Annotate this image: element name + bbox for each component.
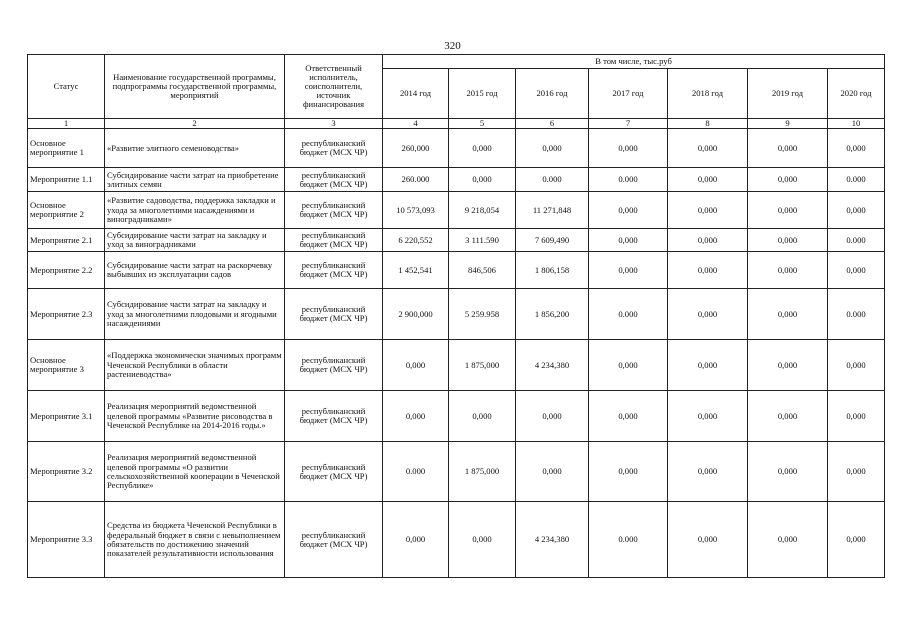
row-value: 0.000 <box>589 168 668 192</box>
table-row <box>28 289 885 340</box>
row-value: 0,000 <box>668 168 748 192</box>
column-number: 2 <box>105 119 285 129</box>
row-value: 0,000 <box>748 502 828 578</box>
column-number-row <box>28 119 885 129</box>
column-number: 3 <box>285 119 383 129</box>
row-value: 0,000 <box>668 192 748 229</box>
header-row-1 <box>28 55 885 69</box>
row-name: Средства из бюджета Чеченской Республики в федеральный бюджет в связи с невыполнением обязательств по достижению значений показателей результативности использования <box>105 502 285 578</box>
row-value: 0,000 <box>383 340 449 391</box>
row-value: 0.000 <box>383 442 449 502</box>
row-value: 0,000 <box>449 502 516 578</box>
row-value: 0,000 <box>449 168 516 192</box>
row-value: 1 856,200 <box>516 289 589 340</box>
row-value: 0,000 <box>668 289 748 340</box>
row-name: Субсидирование части затрат на закладку и уход за виноградниками <box>105 229 285 252</box>
header-year-2017: 2017 год <box>589 69 668 119</box>
row-value: 4 234,380 <box>516 502 589 578</box>
row-status: Основное мероприятие 1 <box>28 129 105 168</box>
row-value: 3 111.590 <box>449 229 516 252</box>
row-value: 0,000 <box>516 442 589 502</box>
page-number: 320 <box>444 40 461 52</box>
row-name: Субсидирование части затрат на приобретение элитных семян <box>105 168 285 192</box>
table-row <box>28 192 885 229</box>
row-source: республиканский бюджет (МСХ ЧР) <box>285 192 383 229</box>
row-value: 1 875,000 <box>449 442 516 502</box>
row-value: 10 573,093 <box>383 192 449 229</box>
row-name: Субсидирование части затрат на раскорчевку выбывших из эксплуатации садов <box>105 252 285 289</box>
row-value: 0,000 <box>828 129 885 168</box>
row-value: 0,000 <box>828 442 885 502</box>
row-value: 0,000 <box>383 502 449 578</box>
table-row <box>28 391 885 442</box>
row-value: 0,000 <box>748 442 828 502</box>
row-source: республиканский бюджет (МСХ ЧР) <box>285 391 383 442</box>
row-status: Мероприятие 3.2 <box>28 442 105 502</box>
table-row <box>28 502 885 578</box>
row-value: 0,000 <box>589 252 668 289</box>
row-name: «Поддержка экономически значимых программ Чеченской Республики в области растениеводства» <box>105 340 285 391</box>
row-value: 11 271,848 <box>516 192 589 229</box>
row-name: «Развитие элитного семеноводства» <box>105 129 285 168</box>
row-value: 0,000 <box>828 502 885 578</box>
column-number: 10 <box>828 119 885 129</box>
row-value: 0,000 <box>748 391 828 442</box>
table-row <box>28 442 885 502</box>
row-value: 0,000 <box>589 229 668 252</box>
row-value: 6 220,552 <box>383 229 449 252</box>
header-year-2014: 2014 год <box>383 69 449 119</box>
header-year-2018: 2018 год <box>668 69 748 119</box>
table-row <box>28 340 885 391</box>
column-number: 4 <box>383 119 449 129</box>
column-number: 7 <box>589 119 668 129</box>
row-value: 0,000 <box>748 168 828 192</box>
row-value: 0,000 <box>383 391 449 442</box>
row-value: 0.000 <box>828 168 885 192</box>
header-responsible: Ответственный исполнитель, соисполнители, источник финансирования <box>285 55 383 119</box>
row-value: 0,000 <box>748 252 828 289</box>
row-value: 0,000 <box>748 129 828 168</box>
row-value: 1 806,158 <box>516 252 589 289</box>
row-value: 0.000 <box>516 168 589 192</box>
row-value: 0,000 <box>516 391 589 442</box>
row-value: 0,000 <box>748 192 828 229</box>
table-row <box>28 252 885 289</box>
row-value: 0,000 <box>748 289 828 340</box>
row-value: 260.000 <box>383 168 449 192</box>
row-value: 0,000 <box>516 129 589 168</box>
row-source: республиканский бюджет (МСХ ЧР) <box>285 252 383 289</box>
row-status: Мероприятие 2.1 <box>28 229 105 252</box>
column-number: 5 <box>449 119 516 129</box>
row-value: 2 900,000 <box>383 289 449 340</box>
header-year-2016: 2016 год <box>516 69 589 119</box>
row-value: 5 259.958 <box>449 289 516 340</box>
row-source: республиканский бюджет (МСХ ЧР) <box>285 340 383 391</box>
row-source: республиканский бюджет (МСХ ЧР) <box>285 168 383 192</box>
row-value: 0,000 <box>449 129 516 168</box>
row-value: 260,000 <box>383 129 449 168</box>
row-status: Мероприятие 2.3 <box>28 289 105 340</box>
header-status: Статус <box>28 55 105 119</box>
row-value: 0.000 <box>589 289 668 340</box>
row-value: 846,506 <box>449 252 516 289</box>
table-body <box>28 129 885 578</box>
row-value: 0,000 <box>589 391 668 442</box>
row-value: 0,000 <box>668 129 748 168</box>
row-source: республиканский бюджет (МСХ ЧР) <box>285 442 383 502</box>
row-name: «Развитие садоводства, поддержка закладки и ухода за многолетними насаждениями и виноградниками» <box>105 192 285 229</box>
table-row <box>28 129 885 168</box>
row-source: республиканский бюджет (МСХ ЧР) <box>285 289 383 340</box>
row-value: 0,000 <box>668 442 748 502</box>
row-value: 0.000 <box>828 289 885 340</box>
row-value: 0,000 <box>668 502 748 578</box>
row-status: Мероприятие 3.3 <box>28 502 105 578</box>
header-year-2019: 2019 год <box>748 69 828 119</box>
row-value: 0,000 <box>748 340 828 391</box>
header-name: Наименование государственной программы, подпрограммы государственной программы, мероприятий <box>105 55 285 119</box>
row-name: Реализация мероприятий ведомственной целевой программы «О развитии сельскохозяйственной кооперации в Чеченской Республике» <box>105 442 285 502</box>
row-status: Мероприятие 2.2 <box>28 252 105 289</box>
column-number: 1 <box>28 119 105 129</box>
row-value: 0,000 <box>589 442 668 502</box>
row-value: 0,000 <box>668 252 748 289</box>
header-year-2020: 2020 год <box>828 69 885 119</box>
row-value: 7 609,490 <box>516 229 589 252</box>
row-value: 0,000 <box>668 229 748 252</box>
row-source: республиканский бюджет (МСХ ЧР) <box>285 502 383 578</box>
row-value: 0,000 <box>828 192 885 229</box>
row-source: республиканский бюджет (МСХ ЧР) <box>285 129 383 168</box>
row-value: 0,000 <box>589 340 668 391</box>
row-value: 0,000 <box>449 391 516 442</box>
row-source: республиканский бюджет (МСХ ЧР) <box>285 229 383 252</box>
row-status: Мероприятие 1.1 <box>28 168 105 192</box>
row-value: 0,000 <box>828 391 885 442</box>
row-status: Мероприятие 3.1 <box>28 391 105 442</box>
row-status: Основное мероприятие 3 <box>28 340 105 391</box>
header-year-2015: 2015 год <box>449 69 516 119</box>
row-name: Субсидирование части затрат на закладку и уход за многолетними плодовыми и ягодными насаждениями <box>105 289 285 340</box>
row-value: 4 234,380 <box>516 340 589 391</box>
row-value: 0,000 <box>828 340 885 391</box>
row-value: 0,000 <box>828 252 885 289</box>
budget-table <box>27 54 885 578</box>
row-value: 0,000 <box>668 340 748 391</box>
row-value: 0,000 <box>589 192 668 229</box>
table-row <box>28 168 885 192</box>
row-value: 0.000 <box>828 229 885 252</box>
table-row <box>28 229 885 252</box>
row-value: 0,000 <box>748 229 828 252</box>
row-value: 0,000 <box>589 129 668 168</box>
header-including: В том числе, тыс.руб <box>383 55 885 69</box>
row-value: 1 452,541 <box>383 252 449 289</box>
row-name: Реализация мероприятий ведомственной целевой программы «Развитие рисоводства в Чеченской Республике на 2014-2016 годы.» <box>105 391 285 442</box>
row-value: 0,000 <box>668 391 748 442</box>
row-value: 0.000 <box>589 502 668 578</box>
column-number: 9 <box>748 119 828 129</box>
column-number: 6 <box>516 119 589 129</box>
row-value: 1 875,000 <box>449 340 516 391</box>
row-value: 9 218,054 <box>449 192 516 229</box>
row-status: Основное мероприятие 2 <box>28 192 105 229</box>
column-number: 8 <box>668 119 748 129</box>
